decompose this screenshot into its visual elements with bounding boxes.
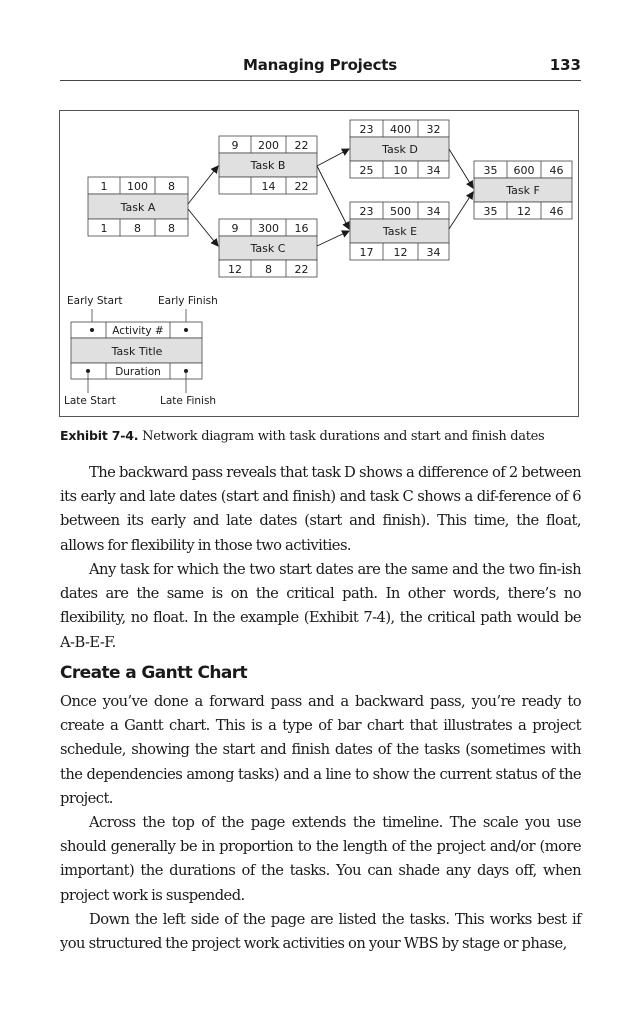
section-heading: Create a Gantt Chart	[60, 663, 248, 683]
task-d-duration: 10	[393, 164, 408, 177]
arrow-a-to-b	[188, 166, 218, 204]
task-b-title: Task B	[250, 159, 286, 172]
paragraph-timeline: Across the top of the page extends the timeline. The scale you use should generally be in proportion to the length of the project and/or (more important) the durations of the tasks. You can shade any days off, when project work is suspended.	[60, 814, 581, 904]
task-c-activity-number: 300	[258, 222, 279, 235]
task-f-late-start: 35	[483, 205, 498, 218]
task-e-activity-number: 500	[390, 205, 411, 218]
task-a-late-start: 1	[100, 222, 108, 235]
arrow-b-to-e	[317, 166, 349, 229]
legend-duration-label: Duration	[115, 366, 161, 378]
task-f-early-start: 35	[483, 164, 498, 177]
task-node-f	[474, 161, 572, 219]
caption-text: Network diagram with task durations and start and finish dates	[142, 429, 545, 444]
task-node-b	[219, 136, 317, 194]
task-e-late-start: 17	[359, 246, 374, 259]
paragraph-backward-pass: The backward pass reveals that task D shows a difference of 2 between its early and late dates (start and finish) and task C shows a dif-ference of 6 between its early and late dates (start and finish). This time, the float, allows for flexibility in those two activities.	[60, 464, 581, 554]
task-node-a	[88, 177, 188, 236]
task-d-activity-number: 400	[390, 123, 411, 136]
task-a-duration: 8	[134, 222, 141, 235]
node-legend	[64, 295, 218, 407]
task-d-early-finish: 32	[426, 123, 441, 136]
task-b-early-finish: 22	[294, 139, 309, 152]
task-c-late-start: 12	[228, 263, 242, 276]
task-node-c	[219, 219, 317, 277]
header-rule	[60, 80, 581, 81]
arrow-d-to-f	[449, 149, 473, 188]
running-header-title: Managing Projects	[243, 56, 397, 74]
task-e-early-start: 23	[359, 205, 374, 218]
task-d-late-start: 25	[359, 164, 374, 177]
task-a-title: Task A	[120, 201, 156, 214]
caption-label: Exhibit 7-4.	[60, 428, 139, 443]
task-e-duration: 12	[393, 246, 408, 259]
paragraph-task-list: Down the left side of the page are listed the tasks. This works best if you structured the project work activities on your WBS by stage or phase,	[60, 911, 581, 953]
legend-activity-label: Activity #	[112, 325, 164, 337]
task-e-late-finish: 34	[426, 246, 441, 259]
task-c-early-finish: 16	[294, 222, 309, 235]
task-f-title: Task F	[506, 184, 540, 197]
task-f-early-finish: 46	[549, 164, 564, 177]
task-b-duration: 14	[261, 180, 276, 193]
legend-title-label: Task Title	[111, 345, 163, 358]
legend-late-start-label: Late Start	[64, 395, 116, 407]
task-e-title: Task E	[382, 225, 418, 238]
paragraph-critical-path: Any task for which the two start dates are the same and the two fin-ish dates are the same is on the critical path. In other words, there’s no flexibility, no float. In the example (Exhibit 7-4), the critical path would be A-B-E-F.	[60, 561, 581, 651]
task-e-early-finish: 34	[426, 205, 441, 218]
task-a-early-start: 1	[100, 180, 108, 193]
task-b-late-finish: 22	[294, 180, 309, 193]
arrow-c-to-e	[317, 231, 349, 246]
task-d-title: Task D	[382, 143, 418, 156]
arrow-a-to-c	[188, 209, 218, 246]
page-number: 133	[549, 56, 581, 74]
task-c-title: Task C	[250, 242, 286, 255]
figure-caption	[60, 428, 600, 444]
network-diagram	[60, 111, 578, 416]
task-d-late-finish: 34	[426, 164, 441, 177]
task-b-activity-number: 200	[258, 139, 279, 152]
legend-early-finish-label: Early Finish	[158, 295, 218, 307]
arrow-e-to-f	[449, 192, 473, 229]
task-a-late-finish: 8	[168, 222, 175, 235]
task-c-early-start: 9	[231, 222, 239, 235]
figure-frame	[59, 110, 579, 417]
legend-early-start-label: Early Start	[67, 295, 123, 307]
task-f-activity-number: 600	[513, 164, 535, 177]
task-c-duration: 8	[265, 263, 272, 276]
paragraph-gantt-intro: Once you’ve done a forward pass and a backward pass, you’re ready to create a Gantt chart. This is a type of bar chart that illustrates a project schedule, showing the start and finish dates of the tasks (sometimes with the dependencies among tasks) and a line to show the current status of the project.	[60, 693, 581, 807]
task-b-early-start: 9	[231, 139, 239, 152]
task-a-early-finish: 8	[168, 180, 175, 193]
arrow-b-to-d	[317, 149, 349, 166]
task-f-duration: 12	[517, 205, 531, 218]
task-c-late-finish: 22	[294, 263, 309, 276]
legend-late-finish-label: Late Finish	[160, 395, 217, 407]
task-a-activity-number: 100	[127, 180, 148, 193]
task-f-late-finish: 46	[549, 205, 564, 218]
task-node-d	[350, 120, 449, 178]
task-d-early-start: 23	[359, 123, 374, 136]
task-node-e	[350, 202, 449, 260]
